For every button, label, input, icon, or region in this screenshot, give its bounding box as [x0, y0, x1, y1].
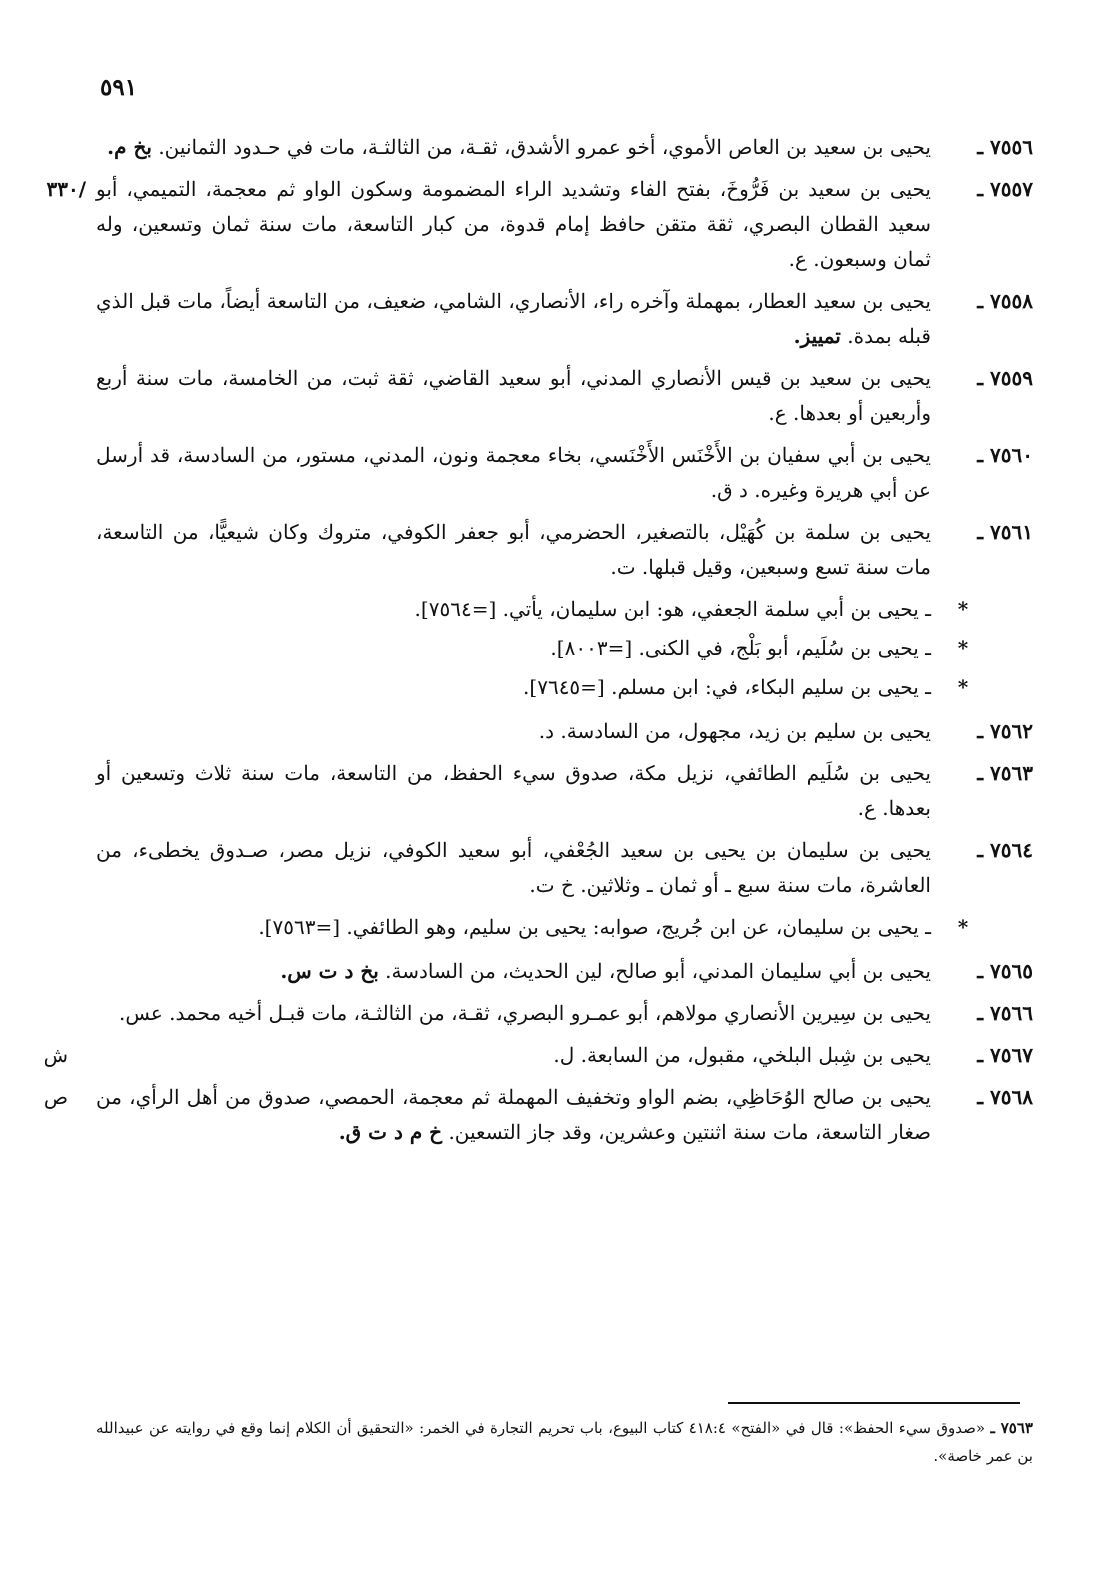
- entry-codes: د.: [538, 719, 555, 743]
- entry-number: ٧٥٦١ ـ: [977, 520, 1033, 544]
- cross-reference: [96, 592, 1033, 627]
- entry: [43, 1038, 1033, 1073]
- asterisk-icon: *: [957, 675, 969, 699]
- entry-number: ٧٥٦٤ ـ: [977, 838, 1033, 862]
- entry-number: ٧٥٥٩ ـ: [977, 366, 1033, 390]
- entry-codes: ت.: [610, 555, 636, 579]
- cross-reference-text: ـ يحيى بن أبي سلمة الجعفي، هو: ابن سليمان، يأتي. [=٧٥٦٤].: [414, 597, 931, 621]
- entry-codes: تمييز.: [793, 324, 841, 348]
- entry: [96, 361, 1033, 431]
- entry: [96, 714, 1033, 749]
- entry-number: ٧٥٥٦ ـ: [977, 135, 1033, 159]
- entry: [96, 515, 1033, 585]
- entry-text: يحيى بن سعيد العطار، بمهملة وآخره راء، الأنصاري، الشامي، ضعيف، من التاسعة أيضاً، مات قبل الذي قبله بمدة.: [96, 289, 931, 348]
- entry-text: يحيى بن صالح الوُحَاظِي، بضم الواو وتخفيف المهملة ثم معجمة، الحمصي، صدوق من أهل الرأي، من صغار التاسعة، مات سنة اثنتين وعشرين، وقد جاز التسعين.: [96, 1085, 931, 1144]
- cross-reference-text: ـ يحيى بن سليمان، عن ابن جُريج، صوابه: يحيى بن سليم، وهو الطائفي. [=٧٥٦٣].: [258, 915, 931, 939]
- entry-codes: ع.: [857, 796, 876, 820]
- entry-text: يحيى بن سعيد بن العاص الأموي، أخو عمرو الأشدق، ثقـة، من الثالثـة، مات في حـدود الثمانين.: [158, 135, 931, 159]
- entry-number: ٧٥٦٣ ـ: [977, 761, 1033, 785]
- entry: [96, 438, 1033, 508]
- entry-codes: خ ت.: [529, 873, 574, 897]
- entry-number: ٧٥٦٢ ـ: [977, 719, 1033, 743]
- page-number: ٥٩١: [100, 74, 138, 101]
- cross-reference: [96, 910, 1033, 945]
- entry: [96, 996, 1033, 1031]
- side-mark: ش: [43, 1043, 68, 1067]
- entry-number: ٧٥٦٠ ـ: [977, 443, 1033, 467]
- entry-number: ٧٥٦٨ ـ: [977, 1085, 1033, 1109]
- entry-text: يحيى بن شِبل البلخي، مقبول، من السابعة.: [580, 1043, 931, 1067]
- entry-text: يحيى بن سليم بن زيد، مجهول، من السادسة.: [560, 719, 931, 743]
- entry: [96, 833, 1033, 903]
- entries-list: [43, 130, 1033, 1157]
- entry-codes: بخ د ت س.: [280, 959, 379, 983]
- entry-codes: عس.: [118, 1001, 163, 1025]
- entry: [96, 954, 1033, 989]
- entry-text: يحيى بن أبي سفيان بن الأَخْنَس الأَخْنَسي، بخاء معجمة ونون، المدني، مستور، من السادسة، قد أرسل عن أبي هريرة وغيره.: [96, 443, 931, 502]
- entry-text: يحيى بن سلمة بن كُهَيْل، بالتصغير، الحضرمي، أبو جعفر الكوفي، متروك وكان شيعيًّا، من التاسعة، مات سنة تسع وسبعين، وقيل قبلها.: [96, 520, 931, 579]
- cross-reference-text: ـ يحيى بن سُلَيم، أبو بَلْج، في الكنى. [=٨٠٠٣].: [550, 636, 931, 660]
- entry-codes: خ م د ت ق.: [338, 1120, 443, 1144]
- entry-codes: د ق.: [710, 478, 748, 502]
- cross-reference-text: ـ يحيى بن سليم البكاء، في: ابن مسلم. [=٧٦٤٥].: [523, 675, 931, 699]
- margin-reference: /٣٣٠: [46, 177, 86, 201]
- entry-codes: ل.: [553, 1043, 575, 1067]
- entry: [96, 130, 1033, 165]
- entry-codes: ع.: [768, 401, 787, 425]
- entry-text: يحيى بن سعيد بن فَرُّوخَ، بفتح الفاء وتشديد الراء المضمومة وسكون الواو ثم معجمة، التميمي، أبو سعيد القطان البصري، ثقة متقن حافظ إمام قدوة، من كبار التاسعة، مات سنة ثمان وتسعين، وله ثمان وسبعون.: [96, 177, 931, 271]
- entry: [96, 756, 1033, 826]
- cross-reference: [96, 631, 1033, 666]
- entry-text: يحيى بن أبي سليمان المدني، أبو صالح، لين الحديث، من السادسة.: [385, 959, 931, 983]
- entry-number: ٧٥٦٦ ـ: [977, 1001, 1033, 1025]
- entry: [43, 1080, 1033, 1150]
- footnote-divider: [728, 1402, 1020, 1404]
- entry-text: يحيى بن سليمان بن يحيى بن سعيد الجُعْفي، أبو سعيد الكوفي، نزيل مصر، صـدوق يخطىء، من العاشرة، مات سنة سبع ـ أو ثمان ـ وثلاثين.: [96, 838, 931, 897]
- footnote-text: «صدوق سيء الحفظ»: قال في «الفتح» ٤١٨:٤ كتاب البيوع، باب تحريم التجارة في الخمر: «التحقيق أن الكلام إنما وقع في روايته عن عبيدالله بن عمر خاصة».: [96, 1419, 1033, 1465]
- asterisk-icon: *: [957, 915, 969, 939]
- footnote: [96, 1414, 1033, 1470]
- footnote-number: ٧٥٦٣ ـ: [990, 1419, 1033, 1437]
- entry-number: ٧٥٦٧ ـ: [977, 1043, 1033, 1067]
- asterisk-icon: *: [957, 636, 969, 660]
- entry-number: ٧٥٥٨ ـ: [977, 289, 1033, 313]
- entry-codes: بخ م.: [107, 135, 152, 159]
- entry-number: ٧٥٦٥ ـ: [977, 959, 1033, 983]
- entry: [96, 284, 1033, 354]
- asterisk-icon: *: [957, 597, 969, 621]
- entry-number: ٧٥٥٧ ـ: [977, 177, 1033, 201]
- entry-codes: ع.: [788, 247, 807, 271]
- side-mark: ص: [43, 1085, 68, 1109]
- cross-reference: [96, 670, 1033, 705]
- entry: [46, 172, 1033, 277]
- entry-text: يحيى بن سِيرين الأنصاري مولاهم، أبو عمـرو البصري، ثقـة، من الثالثـة، مات قبـل أخيه محمد.: [169, 1001, 931, 1025]
- entry-text: يحيى بن سُلَيم الطائفي، نزيل مكة، صدوق سيء الحفظ، من التاسعة، مات سنة ثلاث وتسعين أو بعدها.: [96, 761, 931, 820]
- entry-text: يحيى بن سعيد بن قيس الأنصاري المدني، أبو سعيد القاضي، ثقة ثبت، من الخامسة، مات سنة أربع وأربعين أو بعدها.: [96, 366, 931, 425]
